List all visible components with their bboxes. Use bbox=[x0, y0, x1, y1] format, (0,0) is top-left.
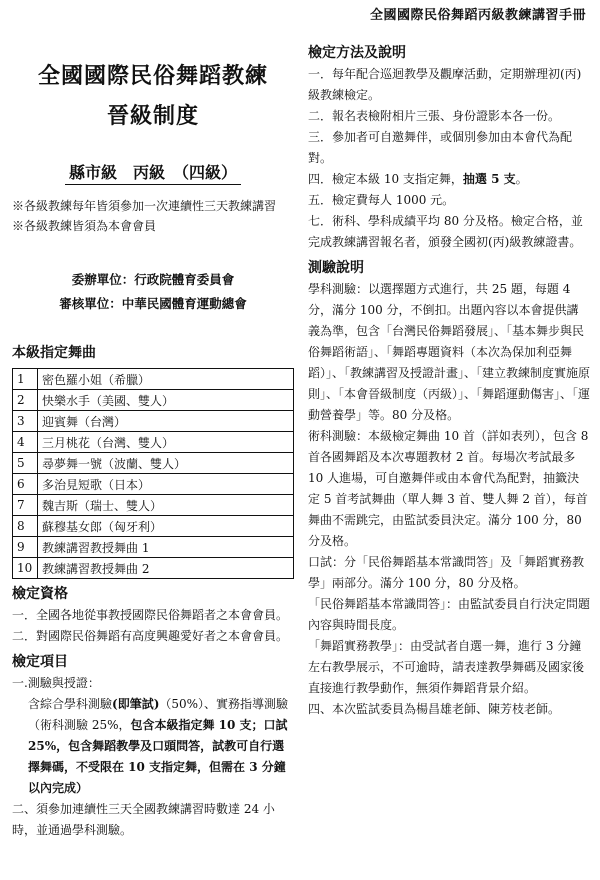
dance-name: 三月桃花（台灣、雙人） bbox=[38, 432, 294, 453]
dance-name: 尋夢舞一號（波蘭、雙人） bbox=[38, 453, 294, 474]
right-column bbox=[308, 42, 590, 720]
dance-number: 4 bbox=[13, 432, 38, 453]
dance-number: 9 bbox=[13, 537, 38, 558]
qualification-item-1: 一．全國各地從事教授國際民俗舞蹈者之本會會員。 bbox=[12, 608, 289, 622]
method-item-3: 三．參加者可自邀舞伴，或個別參加由本會代為配對。 bbox=[308, 130, 573, 165]
dance-row bbox=[13, 369, 294, 390]
items-heading: 檢定項目 bbox=[12, 654, 68, 670]
items-body-c: （50%）、實務指導測驗（術科測驗 25%， bbox=[28, 697, 289, 732]
test-oral-2: 「舞蹈實務教學」：由受試者自選一舞，進行 3 分鐘左右教學展示，不可逾時，請表達教學舞碼及國家後直接進行教學動作，無須作舞蹈背景介紹。 bbox=[308, 639, 585, 695]
dance-number: 1 bbox=[13, 369, 38, 390]
method-item-2: 二．報名表檢附相片三張、身份證影本各一份。 bbox=[308, 109, 561, 123]
organizer: 委辦單位：行政院體育委員會 bbox=[71, 272, 235, 287]
test-oral: 口試：分「民俗舞蹈基本常識問答」及「舞蹈實務教學」兩部分。滿分 100 分，80 分及格。 bbox=[308, 555, 585, 590]
qualification-section bbox=[12, 583, 294, 647]
dance-row bbox=[13, 432, 294, 453]
dance-number: 10 bbox=[13, 558, 38, 579]
dance-name: 迎賓舞（台灣） bbox=[38, 411, 294, 432]
title-line-1: 全國國際民俗舞蹈教練 bbox=[37, 63, 268, 89]
dance-row bbox=[13, 558, 294, 579]
items-item-2: 二、須參加連續性三天全國教練講習時數達 24 小時，並通過學科測驗。 bbox=[12, 802, 275, 837]
qualification-heading: 檢定資格 bbox=[12, 586, 68, 602]
dance-name: 密色羅小姐（希臘） bbox=[38, 369, 294, 390]
method-item-7: 七．術科、學科成績平均 80 分及格。檢定合格，並完成教練講習報名者，頒發全國初(丙)級教練證書。 bbox=[308, 214, 583, 249]
method-item-4-c: 。 bbox=[515, 172, 528, 186]
dance-name: 快樂水手（美國、雙人） bbox=[38, 390, 294, 411]
notes bbox=[12, 196, 294, 236]
dance-name: 教練講習教授舞曲 2 bbox=[38, 558, 294, 579]
dance-table bbox=[12, 368, 294, 579]
dance-row bbox=[13, 411, 294, 432]
dance-row bbox=[13, 474, 294, 495]
method-item-5: 五．檢定費每人 1000 元。 bbox=[308, 193, 455, 207]
dance-row bbox=[13, 537, 294, 558]
title-line-2: 晉級制度 bbox=[106, 103, 199, 129]
items-section bbox=[12, 651, 294, 841]
note-2: ※各級教練皆須為本會會員 bbox=[12, 219, 157, 233]
dance-number: 7 bbox=[13, 495, 38, 516]
page-title bbox=[12, 56, 294, 136]
items-sub-1: 一.測驗與授證： bbox=[12, 676, 100, 690]
units bbox=[12, 268, 294, 316]
dance-name: 魏吉斯（瑞士、雙人） bbox=[38, 495, 294, 516]
dance-name: 教練講習教授舞曲 1 bbox=[38, 537, 294, 558]
test-examiners: 四、本次監試委員為楊昌雄老師、陳芳枝老師。 bbox=[308, 702, 561, 716]
dance-row bbox=[13, 453, 294, 474]
dances-heading: 本級指定舞曲 bbox=[12, 345, 96, 361]
test-oral-1: 「民俗舞蹈基本常識問答」：由監試委員自行決定問題內容與時間長度。 bbox=[308, 597, 591, 632]
dance-row bbox=[13, 390, 294, 411]
reviewer: 審核單位：中華民國體育運動總會 bbox=[59, 296, 247, 311]
dance-number: 3 bbox=[13, 411, 38, 432]
method-item-1: 一．每年配合巡迴教學及觀摩活動，定期辦理初(丙)級教練檢定。 bbox=[308, 67, 582, 102]
dance-row bbox=[13, 495, 294, 516]
items-body-a: 含綜合學科測驗 bbox=[28, 697, 113, 711]
level-text: 縣市級 丙級 （四級） bbox=[65, 163, 241, 185]
method-heading: 檢定方法及說明 bbox=[308, 45, 406, 61]
method-item-4-b: 抽選 5 支 bbox=[462, 172, 516, 186]
test-theory: 學科測驗：以選擇題方式進行，共 25 題，每題 4 分，滿分 100 分，不倒扣。出題內容以本會提供講義為準，包含「台灣民俗舞蹈發展」、「基本舞步與民俗舞蹈術語」、「舞蹈專題資料（本次為保加利亞舞蹈）」、「教練講習及授證計畫」、「建立教練制度實施原則」、「本會晉級制度（丙級）」、「舞蹈運動傷害」、「運動營養學」等。80 分及格。 bbox=[308, 282, 591, 422]
note-1: ※各級教練每年皆須參加一次連續性三天教練講習 bbox=[12, 199, 277, 213]
method-item-4-a: 四．檢定本級 10 支指定舞， bbox=[308, 172, 463, 186]
test-heading: 測驗說明 bbox=[308, 260, 364, 276]
level-heading bbox=[12, 160, 294, 186]
dance-name: 蘇穆基女郎（匈牙利） bbox=[38, 516, 294, 537]
qualification-item-2: 二．對國際民俗舞蹈有高度興趣愛好者之本會會員。 bbox=[12, 629, 289, 643]
test-practice: 術科測驗：本級檢定舞曲 10 首（詳如表列），包含 8 首各國舞蹈及本次專題教材 2 首。每場次考試最多 10 人進場，可自邀舞伴或由本會代為配對，抽籤決定 5 首考試舞曲（單人舞 3 首、雙人舞 2 首），每首舞曲不需跳完，由監試委員決定。滿分 100 分，80 分及格。 bbox=[308, 429, 589, 548]
items-body-d: 包含本級指定舞 10 支；口試 25%，包含舞蹈教學及口頭問答，試教可自行選擇舞碼，不受限在 10 支指定舞，但需在 3 分鐘以內完成） bbox=[28, 718, 288, 795]
dance-name: 多治見短歌（日本） bbox=[38, 474, 294, 495]
dance-number: 8 bbox=[13, 516, 38, 537]
method-item-4 bbox=[308, 169, 590, 190]
running-header: 全國國際民俗舞蹈丙級教練講習手冊 bbox=[369, 8, 586, 23]
left-column bbox=[12, 40, 294, 841]
items-body bbox=[12, 694, 294, 799]
items-body-b: (即筆試) bbox=[112, 697, 160, 711]
dance-row bbox=[13, 516, 294, 537]
dance-number: 5 bbox=[13, 453, 38, 474]
dance-number: 6 bbox=[13, 474, 38, 495]
dance-number: 2 bbox=[13, 390, 38, 411]
